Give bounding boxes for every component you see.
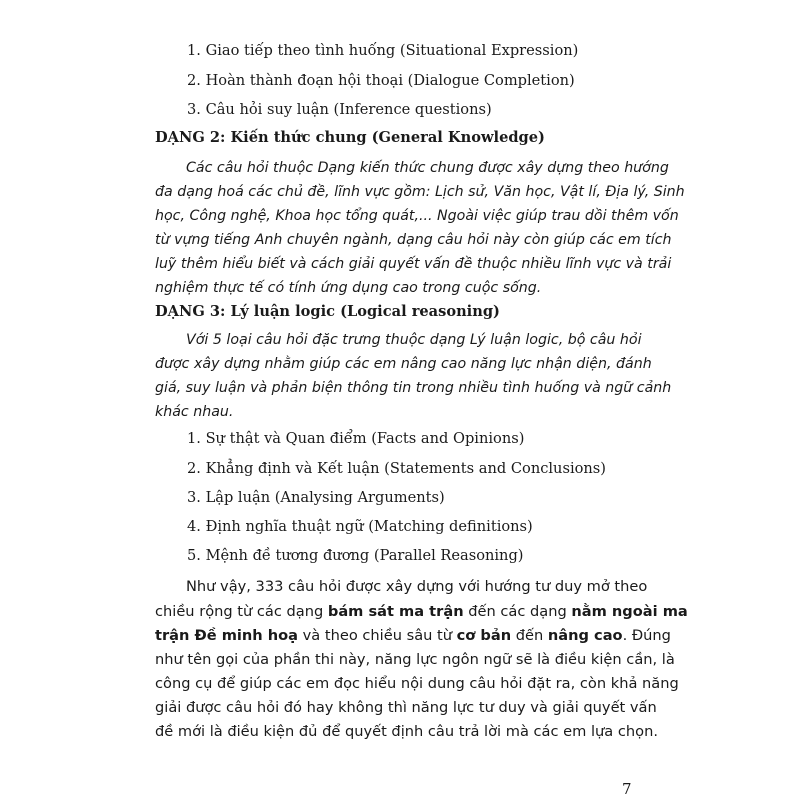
paragraph-line: đề mới là điều kiện đủ để quyết định câu trả lời mà các em lựa chọn.: [155, 723, 658, 740]
bold-run: cơ bản: [456, 627, 512, 644]
section-heading: DẠNG 3: Lý luận logic (Logical reasoning): [155, 303, 500, 320]
paragraph-line: giá, suy luận và phản biện thông tin trong nhiều tình huống và ngữ cảnh: [155, 380, 672, 396]
paragraph-line: Các câu hỏi thuộc Dạng kiến thức chung được xây dựng theo hướng: [186, 160, 669, 176]
section-heading: DẠNG 2: Kiến thức chung (General Knowledge): [155, 129, 545, 146]
paragraph-line: đa dạng hoá các chủ đề, lĩnh vực gồm: Lịch sử, Văn học, Vật lí, Địa lý, Sinh: [155, 184, 685, 200]
page-number: 7: [622, 780, 632, 798]
list-item: 3. Lập luận (Analysing Arguments): [187, 489, 445, 506]
paragraph-line: khác nhau.: [155, 404, 234, 420]
text-run: đến: [511, 627, 548, 644]
list-item: 2. Hoàn thành đoạn hội thoại (Dialogue Completion): [187, 72, 575, 89]
paragraph-line: giải được câu hỏi đó hay không thì năng lực tư duy và giải quyết vấn: [155, 699, 657, 716]
paragraph-line: từ vựng tiếng Anh chuyên ngành, dạng câu hỏi này còn giúp các em tích: [155, 232, 672, 248]
paragraph-line: Với 5 loại câu hỏi đặc trưng thuộc dạng Lý luận logic, bộ câu hỏi: [186, 332, 642, 348]
list-item: 1. Giao tiếp theo tình huống (Situational Expression): [187, 42, 579, 59]
paragraph-line: [155, 603, 688, 620]
bold-run: nâng cao: [547, 627, 623, 644]
paragraph-line: công cụ để giúp các em đọc hiểu nội dung câu hỏi đặt ra, còn khả năng: [155, 675, 679, 692]
list-item: 1. Sự thật và Quan điểm (Facts and Opinions): [187, 430, 525, 447]
text-run: . Đúng: [622, 627, 671, 644]
paragraph-line: [155, 627, 671, 644]
paragraph-line: Như vậy, 333 câu hỏi được xây dựng với hướng tư duy mở theo: [186, 578, 648, 595]
list-item: 5. Mệnh đề tương đương (Parallel Reasoning): [187, 547, 524, 564]
paragraph-line: nghiệm thực tế có tính ứng dụng cao trong cuộc sống.: [155, 280, 542, 296]
text-run: chiều rộng từ các dạng: [155, 603, 328, 620]
paragraph-line: như tên gọi của phần thi này, năng lực ngôn ngữ sẽ là điều kiện cần, là: [155, 651, 675, 668]
paragraph-line: luỹ thêm hiểu biết và cách giải quyết vấn đề thuộc nhiều lĩnh vực và trải: [155, 256, 672, 272]
bold-run: trận Đề minh hoạ: [155, 627, 299, 644]
text-run: và theo chiều sâu từ: [298, 627, 457, 644]
list-item: 2. Khẳng định và Kết luận (Statements and Conclusions): [187, 460, 606, 477]
paragraph-line: được xây dựng nhằm giúp các em nâng cao năng lực nhận diện, đánh: [155, 356, 652, 372]
bold-run: bám sát ma trận: [327, 603, 464, 620]
bold-run: nằm ngoài ma: [571, 603, 688, 620]
text-run: đến các dạng: [463, 603, 572, 620]
list-item: 4. Định nghĩa thuật ngữ (Matching definitions): [187, 518, 533, 535]
paragraph-line: học, Công nghệ, Khoa học tổng quát,... Ngoài việc giúp trau dồi thêm vốn: [155, 208, 679, 224]
list-item: 3. Câu hỏi suy luận (Inference questions): [187, 101, 492, 118]
